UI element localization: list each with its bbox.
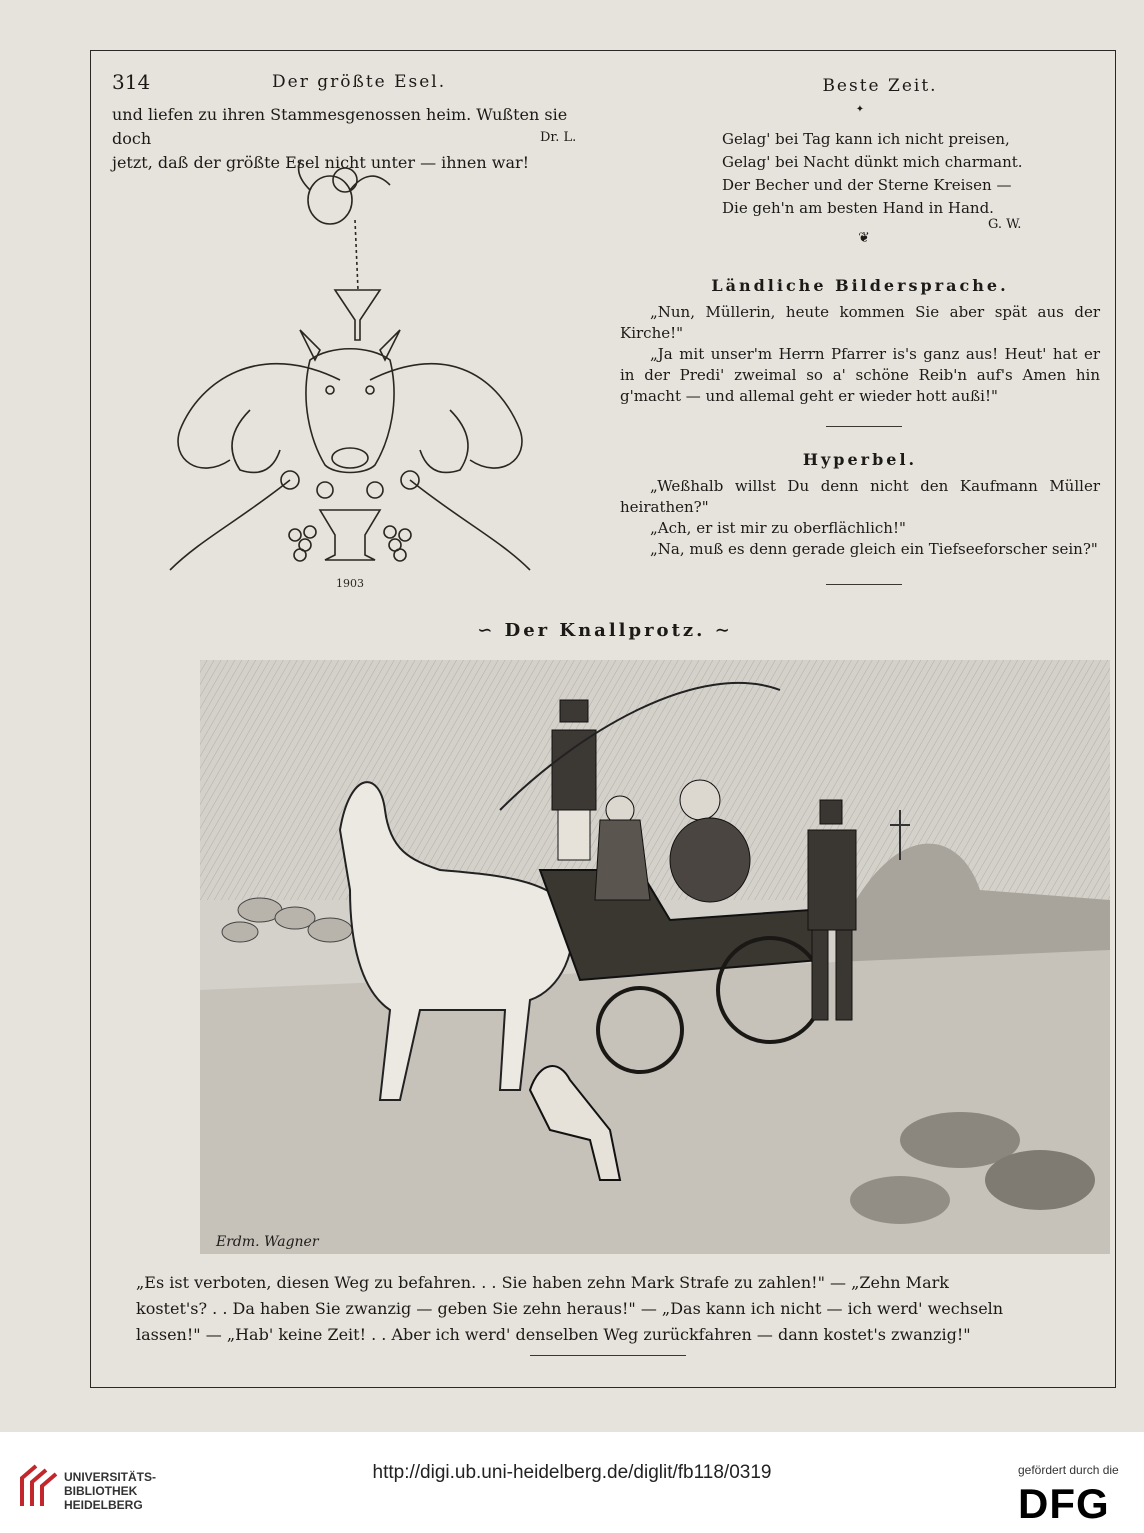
hyperbel-title: Hyperbel.: [802, 450, 918, 469]
permalink-url[interactable]: http://digi.ub.uni-heidelberg.de/diglit/fb118/0319: [372, 1462, 772, 1483]
beste-zeit-title: Beste Zeit.: [822, 76, 938, 96]
text-line: und liefen zu ihren Stammesgenossen heim. Wußten sie doch: [112, 105, 568, 148]
poem-block: [722, 128, 1052, 220]
library-name-line: UNIVERSITÄTS-: [64, 1470, 157, 1484]
paragraph: „Na, muß es denn gerade gleich ein Tiefseeforscher sein?": [650, 540, 1098, 558]
poem-line: Gelag' bei Nacht dünkt mich charmant.: [722, 153, 1023, 171]
hyperbel-text: [620, 476, 1100, 560]
knallprotz-title: [440, 620, 770, 641]
library-name-line: HEIDELBERG: [64, 1498, 143, 1512]
cherub-figure: [308, 176, 352, 224]
poem-line: Gelag' bei Tag kann ich nicht preisen,: [722, 130, 1010, 148]
knallprotz-title-text: Der Knallprotz.: [504, 620, 706, 641]
caption-line: lassen!" — „Hab' keine Zeit! . . Aber ich werd' denselben Weg zurückfahren — dann kostet's zwanzig!": [136, 1325, 971, 1344]
running-title: Der größte Esel.: [272, 72, 447, 92]
paragraph: „Nun, Müllerin, heute kommen Sie aber spät aus der Kirche!": [620, 303, 1100, 342]
text-line: jetzt, daß der größte Esel nicht unter — ihnen war!: [112, 153, 530, 172]
left-signature: Dr. L.: [540, 130, 577, 145]
paragraph: „Weßhalb willst Du denn nicht den Kaufmann Müller heirathen?": [620, 477, 1100, 516]
flourish-left: ∽: [477, 620, 505, 641]
goblet: [320, 510, 380, 560]
library-name-line: BIBLIOTHEK: [64, 1484, 138, 1498]
donkey-head: [306, 349, 394, 473]
paragraph: „Ja mit unser'm Herrn Pfarrer is's ganz aus! Heut' hat er in der Predi' zweimal so a' schöne Reib'n auf's Amen hin g'macht — und allemal geht er wieder hott außi!": [620, 345, 1100, 405]
paragraph: „Ach, er ist mir zu oberflächlich!": [650, 519, 906, 537]
artist-signature: Erdm. Wagner: [216, 1234, 319, 1250]
knallprotz-caption: [136, 1270, 1056, 1348]
flourish-right: ∼: [705, 620, 733, 641]
vignette-date: 1903: [336, 577, 364, 590]
poem-line: Die geh'n am besten Hand in Hand.: [722, 199, 994, 217]
page-number: 314: [112, 70, 151, 94]
ornament-divider: ❦: [858, 230, 870, 246]
divider-rule: [530, 1355, 686, 1356]
poem-signature: G. W.: [988, 217, 1022, 232]
funnel: [335, 290, 380, 340]
poem-line: Der Becher und der Sterne Kreisen —: [722, 176, 1012, 194]
ornament-divider: ✦: [855, 104, 865, 115]
dfg-logo[interactable]: [1018, 1480, 1110, 1528]
caption-line: kostet's? . . Da haben Sie zwanzig — geben Sie zehn heraus!" — „Das kann ich nicht — ich werd' wechseln: [136, 1299, 1004, 1318]
funding-label: gefördert durch die: [1018, 1463, 1119, 1477]
laendliche-title: Ländliche Bildersprache.: [711, 276, 1009, 295]
caption-line: „Es ist verboten, diesen Weg zu befahren. . . Sie haben zehn Mark Strafe zu zahlen!" — „Zehn Mark: [136, 1273, 949, 1292]
carriage-illustration: [200, 660, 1110, 1254]
donkey-ornament-illustration: [140, 160, 550, 600]
divider-rule: [826, 584, 902, 585]
dfg-logo-text: DFG: [1018, 1480, 1110, 1527]
laendliche-text: [620, 302, 1100, 407]
divider-rule: [826, 426, 902, 427]
